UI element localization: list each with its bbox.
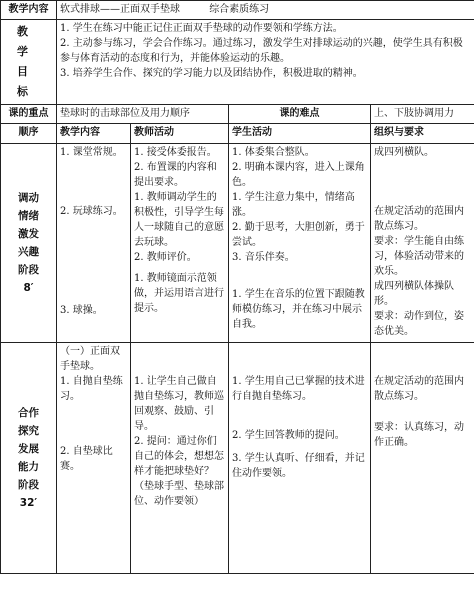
stage1-label <box>1 144 57 343</box>
organization-item: 要求：动作到位，姿态优美。 <box>374 311 464 337</box>
objective-item: 3. 培养学生合作、探究的学习能力以及团结协作，积极进取的精神。 <box>60 68 363 79</box>
student-item: 1. 学生用自己已掌握的技术进行自抛自垫练习。 <box>232 376 365 402</box>
student-item: 3. 音乐伴奏。 <box>232 252 295 263</box>
stage1-organization <box>371 144 474 343</box>
lesson-title <box>57 1 474 20</box>
key-point-text: 垫球时的击球部位及用力顺序 <box>57 105 229 124</box>
objectives-label <box>1 20 57 105</box>
organization-item: 要求：学生能自由练习，体验活动带来的欢乐。 <box>374 236 464 277</box>
column-header-student: 学生活动 <box>229 124 371 144</box>
lesson-title-extra: 综合素质练习 <box>209 4 270 15</box>
stage2-label-line: 阶段 <box>18 479 39 491</box>
content-label: 教学内容 <box>1 1 57 20</box>
organization-item: 在规定活动的范围内散点练习。 <box>374 376 464 402</box>
column-header-order: 顺序 <box>1 124 57 144</box>
stage1-label-line: 情绪 <box>18 210 39 222</box>
stage1-row <box>1 144 474 343</box>
content-item: 1. 课堂常规。 <box>60 147 123 158</box>
student-item: 1. 体委集合整队。 <box>232 147 315 158</box>
stage1-label-line: 激发 <box>18 228 39 240</box>
objectives-label-line1: 教 学 <box>17 25 40 58</box>
objective-item: 2. 主动参与练习，学会合作练习。通过练习，激发学生对排球运动的兴趣，使学生具有积极参与体育活动的态度和行为，并能体验运动的乐趣。 <box>60 38 463 64</box>
stage2-label-line: 探究 <box>18 425 39 437</box>
content-item: （一）正面双手垫球。 <box>60 346 120 372</box>
lesson-title-main: 软式排球——正面双手垫球 <box>60 4 180 15</box>
organization-item: 成四列横队体操队形。 <box>374 281 454 307</box>
teacher-item: 2. 教师评价。 <box>134 252 197 263</box>
content-item: 3. 球操。 <box>60 305 103 316</box>
teacher-item: 1. 让学生自己做自抛自垫练习，教师巡回观察、鼓励、引导。 <box>134 376 224 432</box>
key-points-row <box>1 105 474 124</box>
stage2-label <box>1 343 57 574</box>
teacher-item: 2. 布置课的内容和提出要求。 <box>134 162 217 188</box>
stage1-content <box>57 144 131 343</box>
student-item: 1. 学生注意力集中，情绪高涨。 <box>232 192 355 218</box>
stage2-label-line: 能力 <box>18 461 39 473</box>
teacher-item: 1. 接受体委报告。 <box>134 147 217 158</box>
stage2-content <box>57 343 131 574</box>
stage2-label-line: 发展 <box>18 443 39 455</box>
objectives-label-line2: 目 标 <box>17 65 40 98</box>
teacher-item: （垫球手型、垫球部位、动作要领） <box>134 481 224 507</box>
column-header-row <box>1 124 474 144</box>
stage2-student <box>229 343 371 574</box>
difficulty-label: 课的难点 <box>229 105 371 124</box>
objective-item: 1. 学生在练习中能正记住正面双手垫球的动作要领和学练方法。 <box>60 23 343 34</box>
organization-item: 要求：认真练习，动作正确。 <box>374 422 464 448</box>
key-point-label: 课的重点 <box>1 105 57 124</box>
student-item: 2. 明确本课内容，进入上课角色。 <box>232 162 365 188</box>
stage1-label-line: 8′ <box>23 282 34 294</box>
organization-item: 成四列横队。 <box>374 147 434 158</box>
content-item: 2. 玩球练习。 <box>60 206 123 217</box>
content-item: 1. 自抛自垫练习。 <box>60 376 123 402</box>
stage1-student <box>229 144 371 343</box>
student-item: 3. 学生认真听、仔细看，并记住动作要领。 <box>232 453 365 479</box>
stage2-label-line: 合作 <box>18 407 39 419</box>
student-item: 2. 勤于思考，大胆创新，勇于尝试。 <box>232 222 365 248</box>
student-item: 2. 学生回答教师的提问。 <box>232 430 345 441</box>
column-header-organization: 组织与要求 <box>371 124 474 144</box>
teacher-item: 1. 教师镜面示范领做，并运用语言进行提示。 <box>134 273 224 314</box>
content-item: 2. 自垫球比赛。 <box>60 446 113 472</box>
stage2-organization <box>371 343 474 574</box>
stage2-label-line: 32′ <box>19 497 38 509</box>
objectives-row <box>1 20 474 105</box>
stage1-label-line: 调动 <box>18 192 39 204</box>
column-header-content: 教学内容 <box>57 124 131 144</box>
teacher-item: 1. 教师调动学生的积极性，引导学生每人一球随自己的意愿去玩球。 <box>134 192 224 248</box>
teacher-item: 2. 提问：通过你们自己的体会，想想怎样才能把球垫好？ <box>134 436 224 477</box>
organization-item: 在规定活动的范围内散点练习。 <box>374 206 464 232</box>
student-item: 1. 学生在音乐的位置下跟随教师模仿练习，并在练习中展示自我。 <box>232 289 365 330</box>
title-row <box>1 1 474 20</box>
stage2-row <box>1 343 474 574</box>
stage1-teacher <box>131 144 229 343</box>
column-header-teacher: 教师活动 <box>131 124 229 144</box>
stage1-label-line: 阶段 <box>18 264 39 276</box>
objectives-text <box>57 20 474 105</box>
difficulty-text: 上、下肢协调用力 <box>371 105 474 124</box>
stage2-teacher <box>131 343 229 574</box>
stage1-label-line: 兴趣 <box>18 246 39 258</box>
